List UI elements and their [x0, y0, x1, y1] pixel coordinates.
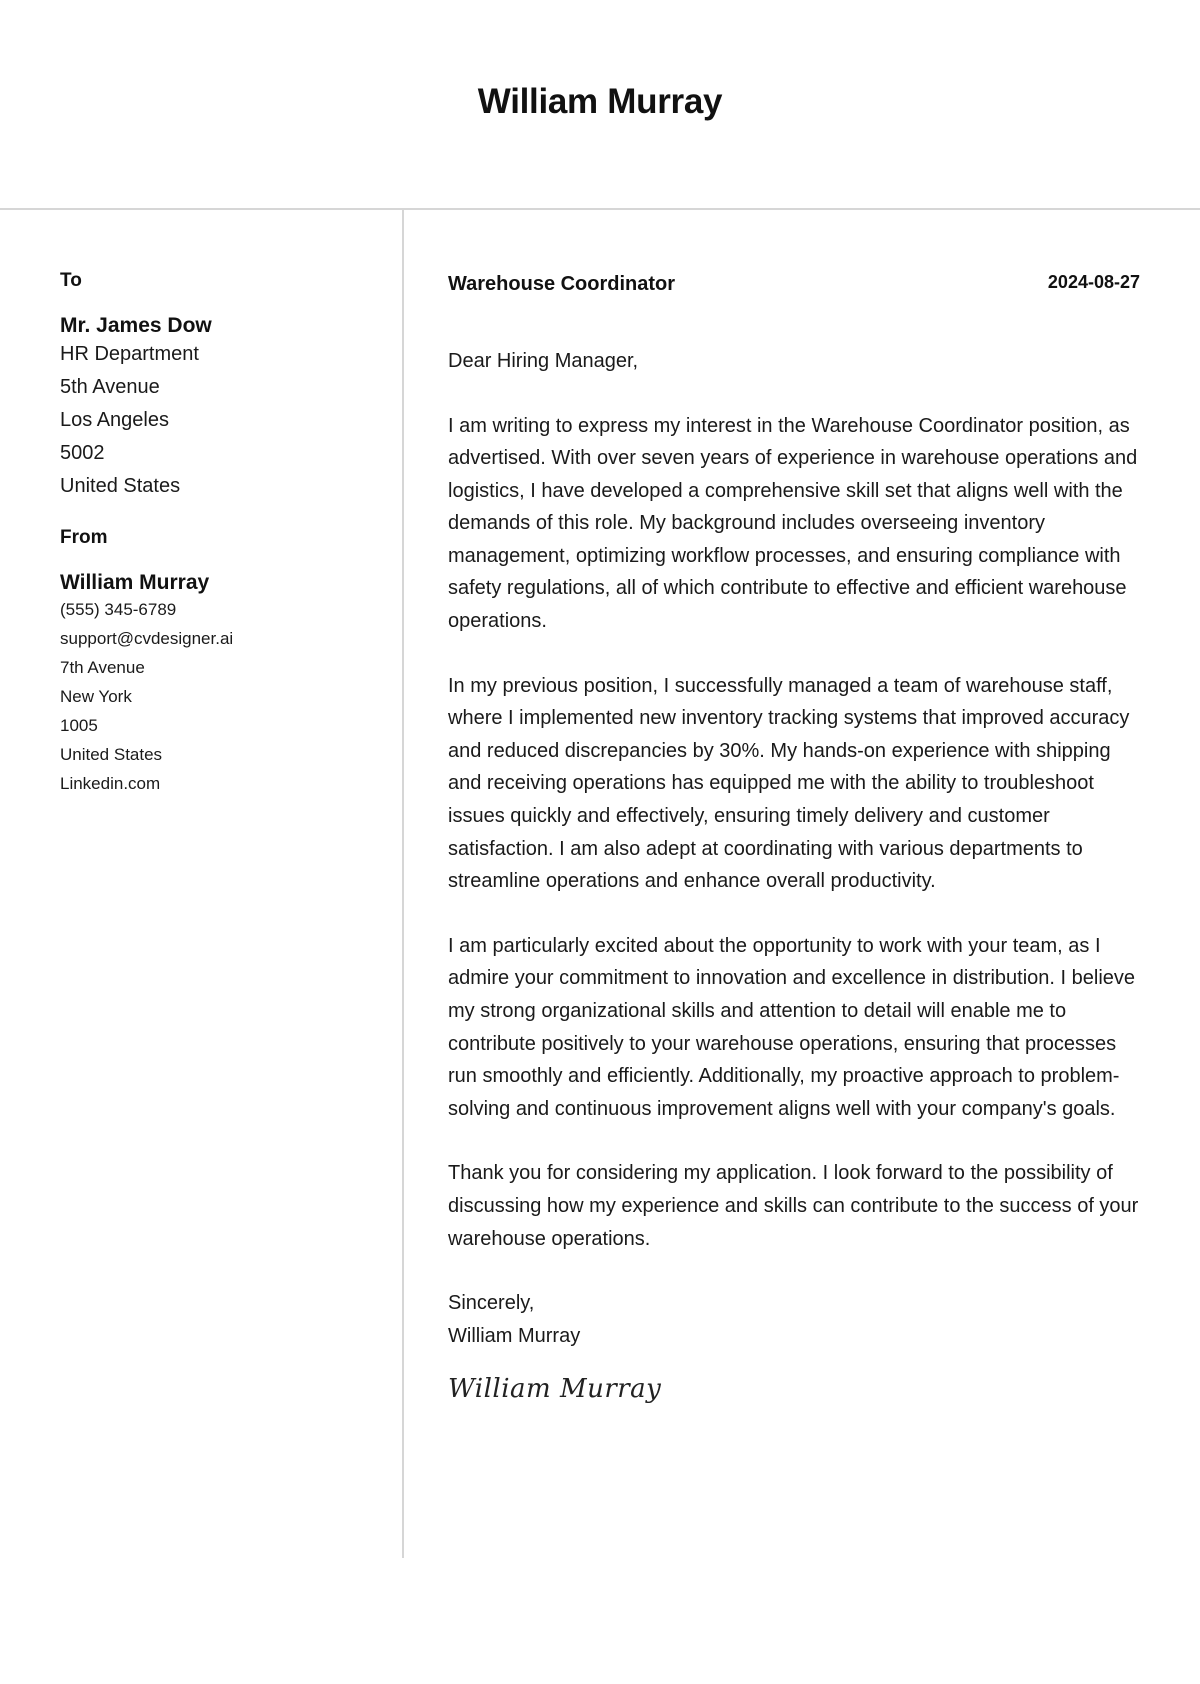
- handwritten-signature: William Murray: [448, 1374, 662, 1405]
- salutation: Dear Hiring Manager,: [448, 350, 639, 372]
- recipient-country: United States: [60, 475, 181, 497]
- recipient-department: HR Department: [60, 343, 199, 365]
- letter-body: [448, 270, 1140, 1404]
- sender-city: New York: [60, 687, 132, 706]
- letter-date: 2024-08-27: [1047, 272, 1140, 292]
- sender-street: 7th Avenue: [60, 658, 145, 677]
- recipient-city: Los Angeles: [60, 409, 169, 431]
- body-paragraph: Thank you for considering my application. I look forward to the possibility of discussing how my experience and skills can contribute to the success of your warehouse operations.: [448, 1162, 1139, 1250]
- sender-block: [60, 527, 380, 798]
- closing-phrase: Sincerely,: [448, 1292, 535, 1315]
- address-sidebar: [60, 270, 380, 798]
- header-divider: [0, 208, 1200, 210]
- sender-phone: (555) 345-6789: [60, 600, 177, 619]
- closing-block: [448, 1287, 1140, 1352]
- position-title: Warehouse Coordinator: [448, 273, 676, 295]
- sender-postcode: 1005: [60, 716, 98, 735]
- sender-country: United States: [60, 745, 163, 764]
- sender-heading: From: [60, 527, 108, 548]
- body-paragraph: In my previous position, I successfully managed a team of warehouse staff, where I implemented new inventory tracking systems that improved accuracy and reduced discrepancies by 30%. My hands-on experience with shipping and receiving operations has equipped me with the ability to troubleshoot issues quickly and effectively, ensuring timely delivery and customer satisfaction. I am also adept at coordinating with various departments to streamline operations and enhance overall productivity.: [448, 674, 1130, 893]
- sender-email: support@cvdesigner.ai: [60, 629, 234, 648]
- letter-header: [0, 0, 1200, 210]
- body-paragraph: I am particularly excited about the opportunity to work with your team, as I admire your commitment to innovation and excellence in distribution. I believe my strong organizational skills and attention to detail will enable me to contribute positively to your warehouse operations, ensuring that processes run smoothly and efficiently. Additionally, my proactive approach to problem-solving and continuous improvement aligns well with your company's goals.: [448, 934, 1136, 1120]
- sender-website: Linkedin.com: [60, 774, 161, 793]
- recipient-name: Mr. James Dow: [60, 314, 212, 337]
- body-paragraph: I am writing to express my interest in the Warehouse Coordinator position, as advertised. With over seven years of experience in warehouse operations and logistics, I have developed a comprehensive skill set that aligns well with the demands of this role. My background includes overseeing inventory management, optimizing workflow processes, and ensuring compliance with safety regulations, all of which contribute to effective and efficient warehouse operations.: [448, 414, 1138, 633]
- letter-meta: [448, 270, 1140, 300]
- recipient-heading: To: [60, 270, 82, 291]
- recipient-postcode: 5002: [60, 442, 105, 464]
- recipient-street: 5th Avenue: [60, 376, 160, 398]
- page-title: William Murray: [477, 82, 723, 121]
- closing-name: William Murray: [448, 1324, 581, 1347]
- column-divider: [402, 210, 404, 1558]
- sender-name: William Murray: [60, 571, 210, 594]
- recipient-block: [60, 270, 380, 503]
